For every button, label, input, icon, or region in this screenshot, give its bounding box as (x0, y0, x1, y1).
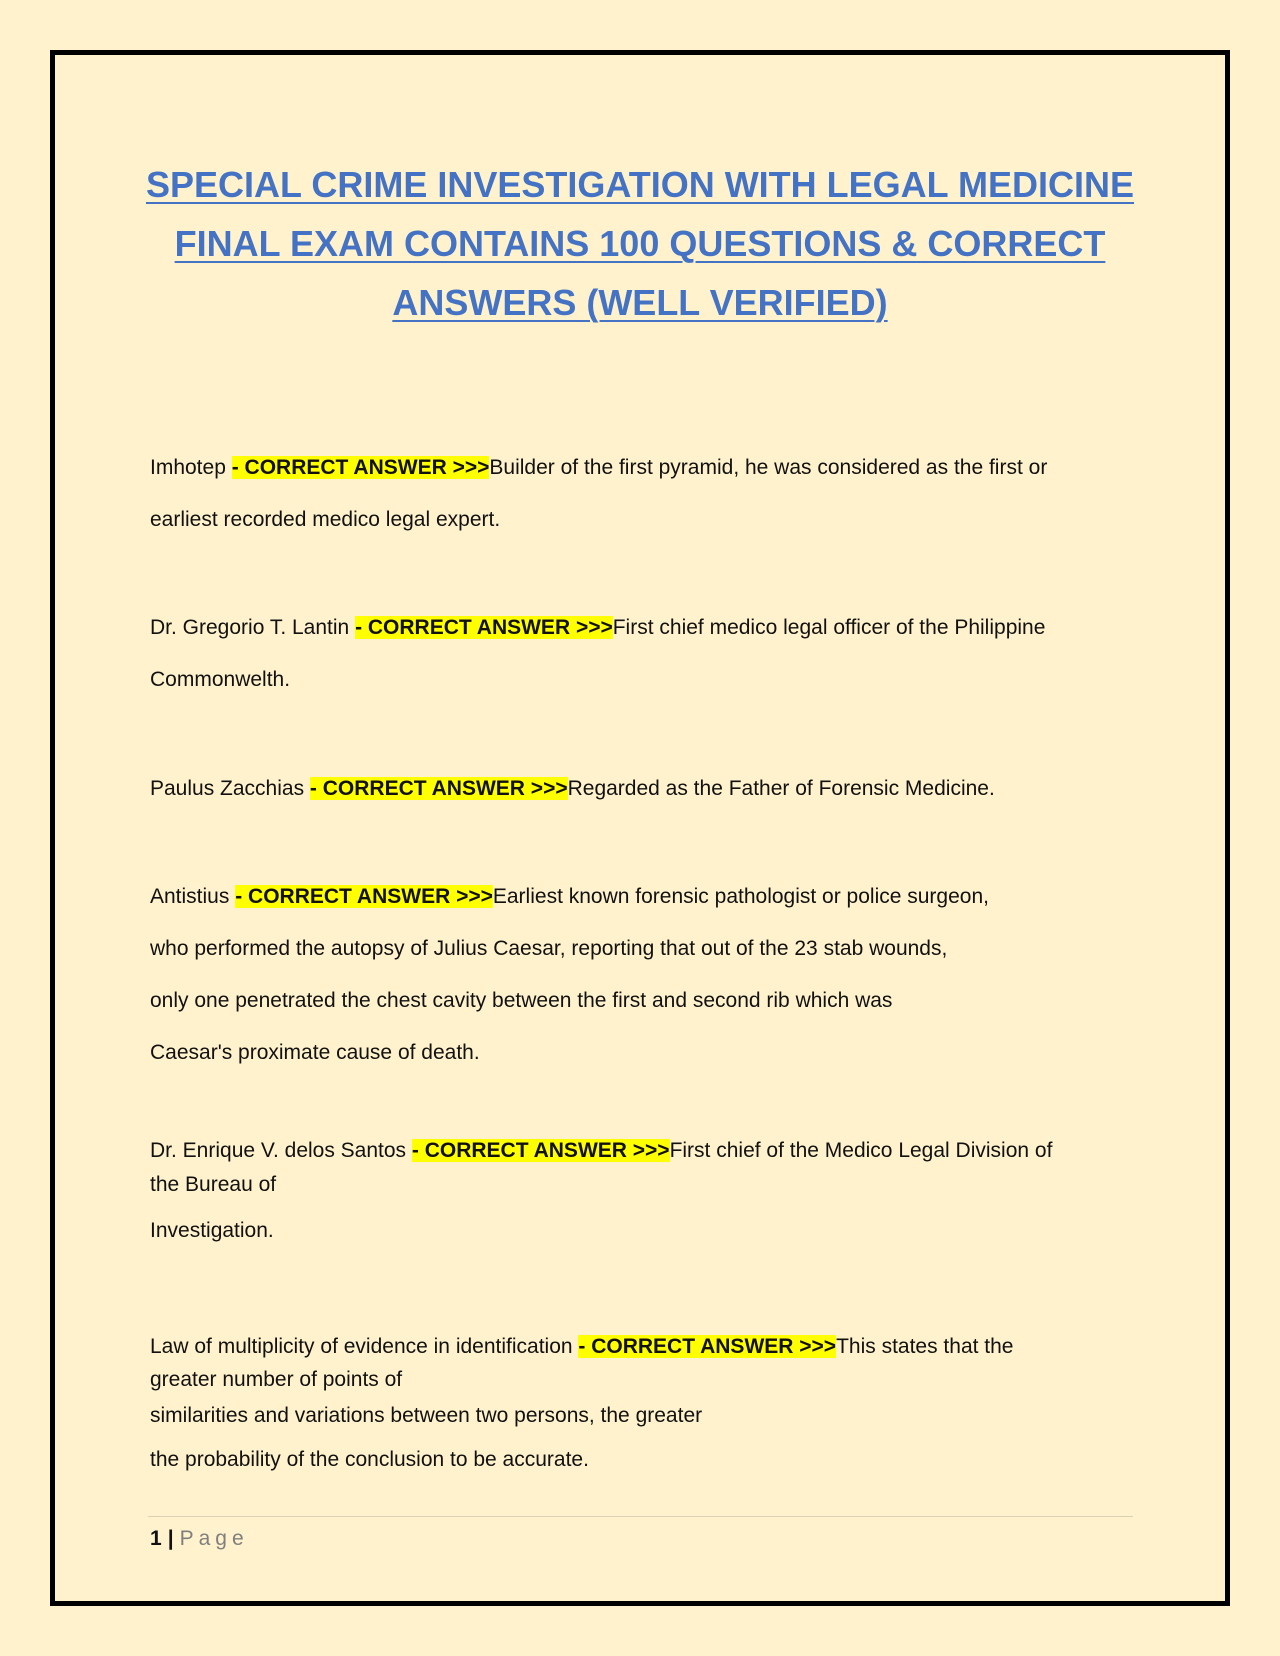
qa-answer-line: the Bureau of (150, 1173, 277, 1196)
correct-answer-marker: - CORRECT ANSWER >>> (578, 1335, 837, 1358)
qa-first-line (150, 763, 1130, 815)
qa-first-line (150, 871, 1130, 923)
title-line-2: FINAL EXAM CONTAINS 100 QUESTIONS & CORRECT (174, 223, 1106, 264)
qa-first-line (150, 1332, 1130, 1362)
correct-answer-marker: - CORRECT ANSWER >>> (411, 1139, 670, 1162)
page-footer (150, 1526, 249, 1552)
qa-entry-zacchias (150, 763, 1130, 815)
title-line-3: ANSWERS (WELL VERIFIED) (392, 282, 888, 323)
correct-answer-marker: - CORRECT ANSWER >>> (355, 616, 613, 639)
correct-answer-marker: - CORRECT ANSWER >>> (231, 456, 490, 479)
qa-answer-line: Investigation. (150, 1219, 274, 1242)
qa-entry-imhotep (150, 442, 1130, 546)
qa-answer: First chief of the Medico Legal Division of (669, 1139, 1053, 1162)
qa-answer-line: the probability of the conclusion to be accurate. (150, 1448, 589, 1471)
qa-first-line (150, 602, 1130, 654)
qa-term: Paulus Zacchias (150, 777, 310, 800)
qa-first-line (150, 1136, 1130, 1166)
qa-term: Antistius (150, 885, 236, 908)
correct-answer-marker: - CORRECT ANSWER >>> (309, 777, 568, 800)
qa-term: Law of multiplicity of evidence in identification (150, 1335, 579, 1358)
qa-answer-line: greater number of points of (150, 1368, 403, 1391)
qa-answer-line: Commonwelth. (150, 668, 291, 691)
qa-answer-line: only one penetrated the chest cavity between the first and second rib which was (150, 989, 893, 1012)
correct-answer-marker: - CORRECT ANSWER >>> (235, 885, 493, 908)
qa-answer: This states that the (836, 1335, 1014, 1358)
footer-separator: | (167, 1527, 174, 1550)
qa-entry-lantin (150, 602, 1130, 706)
title-line-1: SPECIAL CRIME INVESTIGATION WITH LEGAL MEDICINE (145, 164, 1135, 205)
qa-answer: Builder of the first pyramid, he was considered as the first or (489, 456, 1048, 479)
qa-entry-antistius (150, 871, 1130, 1079)
qa-entry-law-multiplicity (150, 1332, 1130, 1486)
qa-answer-line: Caesar's proximate cause of death. (150, 1041, 480, 1064)
qa-answer-line: similarities and variations between two persons, the greater (150, 1404, 703, 1427)
page-number: 1 (150, 1527, 162, 1550)
document-title (100, 155, 1180, 332)
qa-first-line (150, 442, 1130, 494)
qa-answer: Regarded as the Father of Forensic Medicine. (567, 777, 995, 800)
qa-term: Dr. Enrique V. delos Santos (150, 1139, 412, 1162)
footer-divider (148, 1516, 1133, 1517)
qa-term: Dr. Gregorio T. Lantin (150, 616, 356, 639)
qa-entry-delos-santos (150, 1136, 1130, 1258)
qa-answer: First chief medico legal officer of the Philippine (612, 616, 1046, 639)
qa-answer-line: who performed the autopsy of Julius Caesar, reporting that out of the 23 stab wounds, (150, 937, 948, 960)
qa-answer: Earliest known forensic pathologist or police surgeon, (492, 885, 989, 908)
qa-term: Imhotep (150, 456, 232, 479)
page-label: Page (179, 1527, 249, 1550)
qa-answer-line: earliest recorded medico legal expert. (150, 508, 501, 531)
